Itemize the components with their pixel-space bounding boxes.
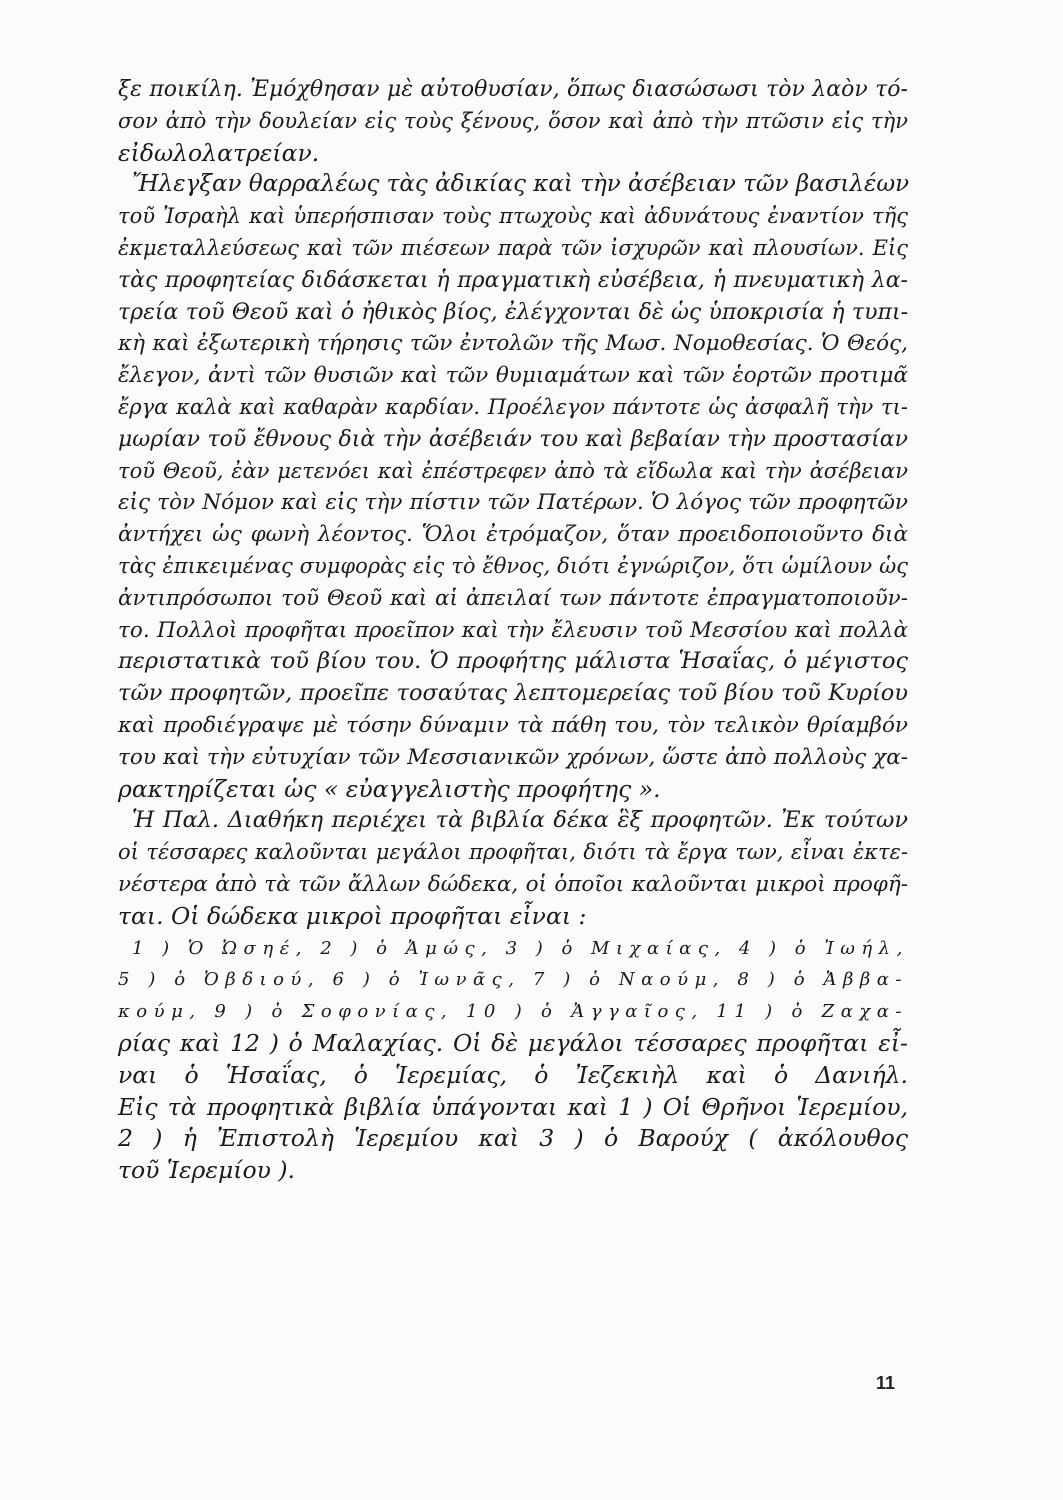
text-line: τοῦ Ἰσραὴλ καὶ ὑπερήσπισαν τοὺς πτωχοὺς καὶ ἀδυνάτους ἐναντίον τῆς xyxy=(118,204,908,229)
text-line: Εἰς τὰ προφητικὰ βιβλία ὑπάγονται καὶ 1 ) Οἱ Θρῆνοι Ἱερεμίου, xyxy=(118,1092,908,1121)
text-line: ἐκμεταλλεύσεως καὶ τῶν πιέσεων παρὰ τῶν ἰσχυρῶν καὶ πλουσίων. Εἰς xyxy=(118,235,908,260)
text-line: ρακτηρίζεται ὡς « εὐαγγελιστὴς προφήτης ». xyxy=(118,774,661,803)
prophet-list-line: ναι ὁ Ἡσαΐας, ὁ Ἱερεμίας, ὁ Ἰεζεκιὴλ καὶ ὁ Δανιήλ. xyxy=(118,1060,908,1089)
text-line: εἰς τὸν Νόμον καὶ εἰς τὴν πίστιν τῶν Πατέρων. Ὁ λόγος τῶν προφητῶν xyxy=(118,490,908,516)
text-line: οἱ τέσσαρες καλοῦνται μεγάλοι προφῆται, διότι τὰ ἔργα των, εἶναι ἐκτε- xyxy=(118,840,908,865)
page-number: 11 xyxy=(876,1373,896,1393)
text-line: Ἡ Παλ. Διαθήκη περιέχει τὰ βιβλία δέκα ἓξ προφητῶν. Ἐκ τούτων xyxy=(132,807,908,834)
prophet-list-line: 1 ) Ὁ Ὠσηέ, 2 ) ὁ Ἀμώς, 3 ) ὁ Μιχαίας, 4 ) ὁ Ἰωήλ, xyxy=(132,937,909,959)
prophet-list-line: κούμ, 9 ) ὁ Σοφονίας, 10 ) ὁ Ἀγγαῖος, 11 ) ὁ Ζαχα- xyxy=(118,1001,908,1023)
text-line: του καὶ τὴν εὐτυχίαν τῶν Μεσσιανικῶν χρόνων, ὥστε ἀπὸ πολλοὺς χα- xyxy=(118,744,908,770)
text-line: τὰς ἐπικειμένας συμφορὰς εἰς τὸ ἔθνος, διότι ἐγνώριζον, ὅτι ὡμίλουν ὡς xyxy=(118,553,908,578)
text-line: ται. Οἱ δώδεκα μικροὶ προφῆται εἶναι : xyxy=(118,901,587,930)
text-line: τῶν προφητῶν, προεῖπε τοσαύτας λεπτομερείας τοῦ βίου τοῦ Κυρίου xyxy=(118,680,908,707)
text-line: ἔλεγον, ἀντὶ τῶν θυσιῶν καὶ τῶν θυμιαμάτων καὶ τῶν ἑορτῶν προτιμᾶ xyxy=(118,363,908,389)
text-line: ξε ποικίλη. Ἐμόχθησαν μὲ αὐτοθυσίαν, ὅπως διασώσωσι τὸν λαὸν τό- xyxy=(118,77,908,102)
page-body-text xyxy=(118,74,908,1187)
text-line: μωρίαν τοῦ ἔθνους διὰ τὴν ἀσέβειάν του καὶ βεβαίαν τὴν προστασίαν xyxy=(118,426,908,452)
text-line: ἔργα καλὰ καὶ καθαρὰν καρδίαν. Προέλεγον πάντοτε ὡς ἀσφαλῆ τὴν τι- xyxy=(118,394,908,419)
text-line: τρεία τοῦ Θεοῦ καὶ ὁ ἠθικὸς βίος, ἐλέγχονται δὲ ὡς ὑποκρισία ἡ τυπι- xyxy=(118,299,908,325)
text-line: το. Πολλοὶ προφῆται προεῖπον καὶ τὴν ἔλευσιν τοῦ Μεσσίου καὶ πολλὰ xyxy=(118,617,908,643)
prophet-list-line: 5 ) ὁ Ὀβδιού, 6 ) ὁ Ἰωνᾶς, 7 ) ὁ Ναούμ, 8 ) ὁ Ἀββα- xyxy=(118,969,908,991)
text-line: 2 ) ἡ Ἐπιστολὴ Ἱερεμίου καὶ 3 ) ὁ Βαρούχ ( ἀκόλουθος xyxy=(118,1124,908,1153)
text-line: ἀντιπρόσωποι τοῦ Θεοῦ καὶ αἱ ἀπειλαί των πάντοτε ἐπραγματοποιοῦν- xyxy=(118,585,908,611)
text-line: τὰς προφητείας διδάσκεται ἡ πραγματικὴ εὐσέβεια, ἡ πνευματικὴ λα- xyxy=(118,267,908,293)
text-line: Ἤλεγξαν θαρραλέως τὰς ἀδικίας καὶ τὴν ἀσέβειαν τῶν βασιλέων xyxy=(132,171,910,198)
prophet-list-line: ρίας καὶ 12 ) ὁ Μαλαχίας. Οἱ δὲ μεγάλοι τέσσαρες προφῆται εἶ- xyxy=(118,1028,908,1057)
text-line: σον ἀπὸ τὴν δουλείαν εἰς τοὺς ξένους, ὅσον καὶ ἀπὸ τὴν πτῶσιν εἰς τὴν xyxy=(118,108,908,133)
text-line: περιστατικὰ τοῦ βίου του. Ὁ προφήτης μάλιστα Ἡσαΐας, ὁ μέγιστος xyxy=(118,648,908,675)
text-line: νέστερα ἀπὸ τὰ τῶν ἄλλων δώδεκα, οἱ ὁποῖοι καλοῦνται μικροὶ προφῆ- xyxy=(118,871,908,897)
text-line: τοῦ Ἱερεμίου ). xyxy=(118,1156,296,1185)
text-line: εἰδωλολατρείαν. xyxy=(118,138,320,167)
text-line: τοῦ Θεοῦ, ἐὰν μετενόει καὶ ἐπέστρεφεν ἀπὸ τὰ εἴδωλα καὶ τὴν ἀσέβειαν xyxy=(118,458,908,483)
text-line: καὶ προδιέγραψε μὲ τόσην δύναμιν τὰ πάθη του, τὸν τελικὸν θρίαμβόν xyxy=(118,712,908,738)
text-line: ἀντήχει ὡς φωνὴ λέοντος. Ὅλοι ἐτρόμαζον, ὅταν προειδοποιοῦντο διὰ xyxy=(118,522,908,548)
text-line: κὴ καὶ ἐξωτερικὴ τήρησις τῶν ἐντολῶν τῆς Μωσ. Νομοθεσίας. Ὁ Θεός, xyxy=(118,331,908,357)
